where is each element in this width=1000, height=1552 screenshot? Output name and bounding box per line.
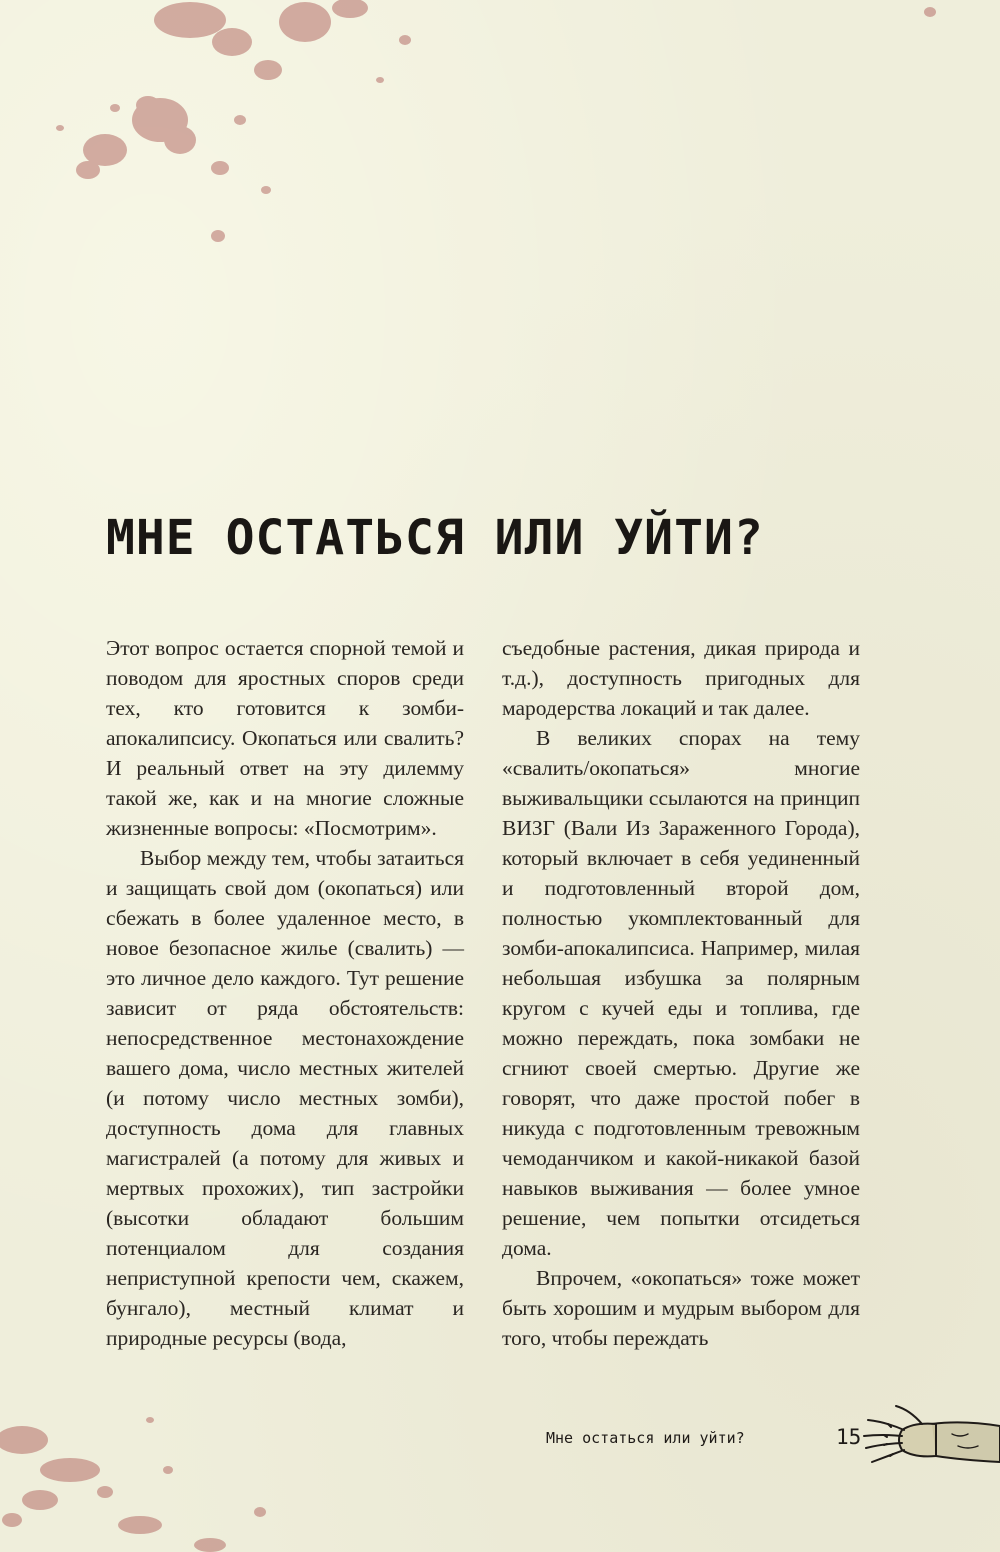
- right-text-column: [502, 633, 860, 1353]
- left-text-column: [106, 633, 464, 1353]
- page-number: 15: [836, 1425, 862, 1449]
- chapter-title: МНЕ ОСТАТЬСЯ ИЛИ УЙТИ?: [106, 510, 764, 566]
- paragraph: съедобные растения, дикая природа и т.д.), доступность пригодных для мародерства локаций и так далее.: [502, 636, 860, 720]
- running-head: Мне остаться или уйти?: [546, 1429, 745, 1447]
- zombie-hand-icon: [862, 1400, 1000, 1480]
- paragraph: В великих спорах на тему «свалить/окопаться» многие выживальщики ссылаются на принцип ВИЗГ (Вали Из Зараженного Города), который включает в себя уединенный и подготовленный второй дом, полностью укомплектованный для зомби-апокалипсиса. Например, милая небольшая избушка за полярным кругом с кучей еды и топлива, где можно переждать, пока зомбаки не сгниют своей смертью. Другие же говорят, что даже простой побег в никуда с подготовленным тревожным чемоданчиком и какой-никакой базой навыков выживания — более умное решение, чем попытки отсидеться дома.: [502, 726, 860, 1260]
- paragraph: Этот вопрос остается спорной темой и поводом для яростных споров среди тех, кто готовится к зомби-апокалипсису. Окопаться или свалить? И реальный ответ на эту дилемму такой же, как и на многие сложные жизненные вопросы: «Посмотрим».: [106, 636, 464, 840]
- paragraph: Впрочем, «окопаться» тоже может быть хорошим и мудрым выбором для того, чтобы переждать: [502, 1266, 860, 1350]
- paragraph: Выбор между тем, чтобы затаиться и защищать свой дом (окопаться) или сбежать в более удаленное место, в новое безопасное жилье (свалить) — это личное дело каждого. Тут решение зависит от ряда обстоятельств: непосредственное местонахождение вашего дома, число местных жителей (и потому число местных зомби), доступность дома для главных магистралей (а потому для живых и мертвых прохожих), тип застройки (высотки обладают большим потенциалом для создания неприступной крепости чем, скажем, бунгало), местный климат и природные ресурсы (вода,: [106, 846, 464, 1350]
